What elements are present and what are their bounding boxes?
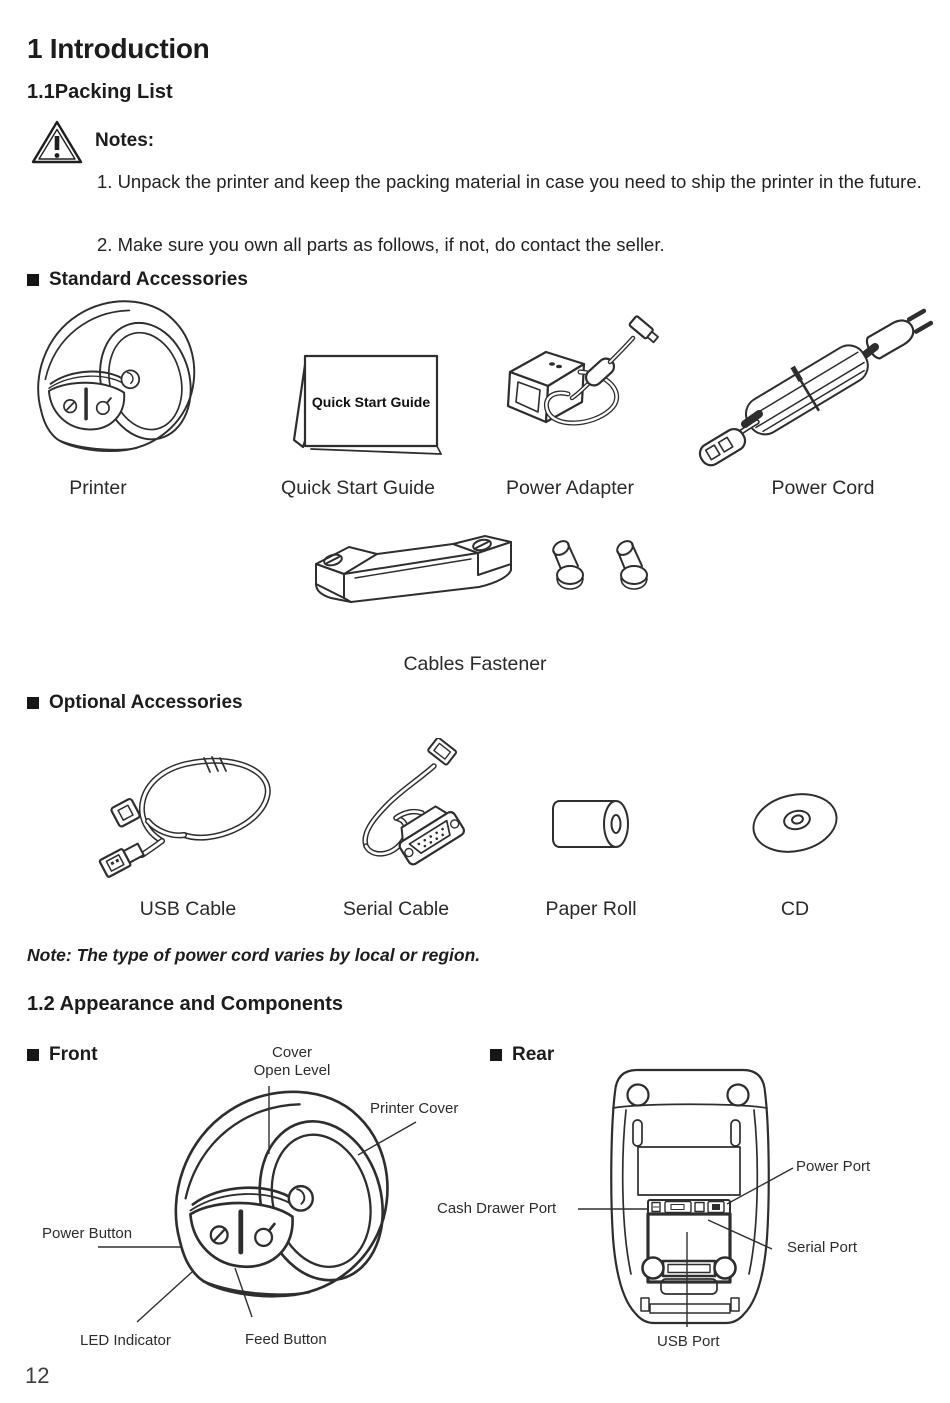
caption-quick-start-guide: Quick Start Guide — [281, 477, 435, 499]
printer-front-diagram — [158, 1086, 398, 1318]
warning-icon — [31, 119, 83, 165]
power-cord-illustration — [695, 300, 940, 472]
qsg-cover-text: Quick Start Guide — [311, 394, 431, 410]
caption-power-adapter: Power Adapter — [506, 477, 634, 499]
serial-cable-illustration — [336, 738, 472, 882]
notes-label: Notes: — [95, 130, 155, 151]
note-item-1: 1. Unpack the printer and keep the packing material in case you need to ship the printer in the future. — [97, 171, 922, 192]
label-usb-port: USB Port — [657, 1333, 720, 1350]
appearance-heading: 1.2 Appearance and Components — [27, 993, 343, 1015]
standard-accessories-heading-label: Standard Accessories — [49, 269, 248, 290]
paper-roll-illustration — [550, 798, 642, 850]
page-number: 12 — [25, 1363, 50, 1388]
label-cover-open-level — [230, 1044, 354, 1080]
caption-usb-cable: USB Cable — [139, 898, 237, 920]
usb-cable-illustration — [92, 745, 286, 883]
caption-printer: Printer — [69, 477, 127, 499]
quick-start-guide-illustration — [291, 350, 443, 460]
caption-serial-cable: Serial Cable — [342, 898, 450, 920]
label-serial-port: Serial Port — [787, 1239, 858, 1256]
optional-accessories-heading — [27, 692, 243, 714]
cables-fastener-illustration — [311, 532, 665, 630]
note-item-2: 2. Make sure you own all parts as follows, if not, do contact the seller. — [97, 234, 665, 255]
caption-power-cord: Power Cord — [771, 477, 875, 499]
label-feed-button: Feed Button — [245, 1331, 327, 1348]
section-bullet — [27, 274, 39, 286]
label-cover-open-level-line1: Cover — [271, 1044, 312, 1061]
power-adapter-illustration — [490, 308, 668, 466]
rear-heading-label: Rear — [512, 1044, 555, 1065]
printer-rear-diagram — [605, 1062, 775, 1327]
label-cash-drawer-port: Cash Drawer Port — [437, 1200, 557, 1217]
label-power-button: Power Button — [42, 1225, 133, 1242]
optional-accessories-heading-label: Optional Accessories — [49, 692, 243, 713]
section-bullet — [27, 697, 39, 709]
rear-heading — [490, 1044, 554, 1066]
printer-illustration — [25, 297, 202, 467]
section-bullet — [27, 1049, 39, 1061]
label-cover-open-level-line2: Open Level — [253, 1062, 331, 1079]
caption-cd: CD — [780, 898, 810, 920]
front-heading — [27, 1044, 98, 1066]
label-power-port: Power Port — [796, 1158, 871, 1175]
label-printer-cover: Printer Cover — [370, 1100, 459, 1117]
caption-cables-fastener: Cables Fastener — [403, 653, 547, 675]
cd-illustration — [748, 789, 844, 859]
page-title: 1 Introduction — [27, 33, 210, 64]
section-bullet — [490, 1049, 502, 1061]
caption-paper-roll: Paper Roll — [545, 898, 637, 920]
standard-accessories-heading — [27, 269, 248, 291]
label-led-indicator: LED Indicator — [80, 1332, 171, 1349]
power-cord-note: Note: The type of power cord varies by local or region. — [27, 945, 481, 965]
front-heading-label: Front — [49, 1044, 98, 1065]
packing-list-heading: 1.1Packing List — [27, 81, 173, 103]
